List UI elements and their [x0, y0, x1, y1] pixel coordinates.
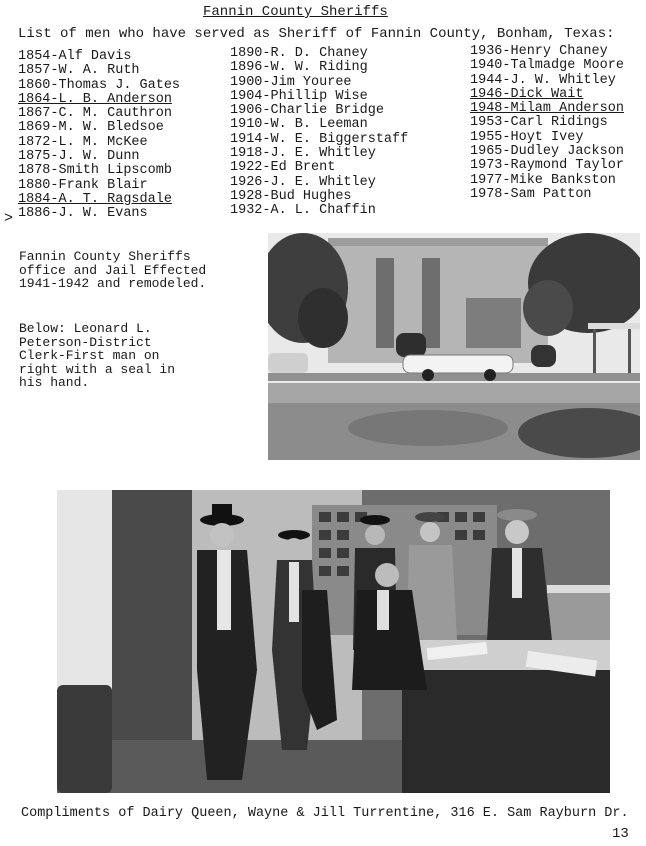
sheriff-entry: 1880-Frank Blair — [18, 177, 148, 193]
sheriff-entry: 1886-J. W. Evans — [18, 206, 148, 222]
sheriff-entry: 1910-W. B. Leeman — [230, 117, 368, 133]
sheriff-entry: 1890-R. D. Chaney — [230, 46, 368, 61]
sheriff-entry: 1872-L. M. McKee — [18, 134, 148, 150]
sheriff-entry: 1977-Mike Bankston — [470, 172, 616, 188]
caption-line: Below: Leonard L. — [19, 321, 152, 336]
sheriff-entry: 1869-M. W. Bledsoe — [18, 120, 164, 136]
sheriff-entry: 1875-J. W. Dunn — [18, 149, 140, 165]
sheriff-entry: 1914-W. E. Biggerstaff — [230, 131, 409, 147]
sheriff-entry: 1867-C. M. Cauthron — [18, 106, 172, 122]
handwritten-arrow-mark: > — [4, 210, 14, 227]
sheriff-entry: 1896-W. W. Riding — [230, 60, 368, 76]
caption-line: Peterson-District — [19, 334, 152, 350]
sheriff-entry: 1932-A. L. Chaffin — [230, 203, 376, 219]
sheriff-entry: 1978-Sam Patton — [470, 186, 592, 202]
sheriff-entry: 1857-W. A. Ruth — [18, 63, 140, 79]
page-title: Fannin County Sheriffs — [203, 4, 388, 20]
sheriff-entry: 1904-Phillip Wise — [230, 88, 368, 104]
caption-line: office and Jail Effected — [19, 262, 207, 278]
sheriff-entry: 1944-J. W. Whitley — [470, 72, 616, 88]
office-caption — [19, 250, 206, 291]
sheriff-entry: 1922-Ed Brent — [230, 160, 336, 176]
sheriff-entry: 1948-Milam Anderson — [470, 101, 624, 117]
sheriff-entry: 1953-Carl Ridings — [470, 115, 608, 131]
caption-line: Fannin County Sheriffs — [19, 249, 191, 264]
sheriff-entry: 1854-Alf Davis — [18, 49, 132, 64]
intro-text: List of men who have served as Sheriff of Fannin County, Bonham, Texas: — [18, 26, 615, 42]
sheriff-column-3 — [470, 45, 624, 202]
sheriff-entry: 1878-Smith Lipscomb — [18, 163, 172, 179]
historic-group-photo — [57, 490, 610, 793]
caption-line: right with a seal in — [19, 361, 176, 377]
sheriff-office-photo — [268, 233, 640, 460]
sheriff-column-2 — [230, 47, 408, 219]
sheriff-entry: 1926-J. E. Whitley — [230, 174, 376, 190]
caption-line: Clerk-First man on — [19, 348, 160, 364]
sheriff-column-1 — [18, 50, 180, 222]
sheriff-entry: 1936-Henry Chaney — [470, 44, 608, 59]
page-number: 13 — [612, 826, 629, 842]
photo-caption — [19, 322, 175, 390]
caption-line: his hand. — [19, 375, 90, 391]
sheriff-entry: 1928-Bud Hughes — [230, 188, 352, 204]
sheriff-entry: 1955-Hoyt Ivey — [470, 129, 584, 145]
sheriff-entry: 1918-J. E. Whitley — [230, 146, 376, 162]
sheriff-entry: 1965-Dudley Jackson — [470, 144, 624, 160]
sheriff-entry: 1900-Jim Youree — [230, 74, 352, 90]
sheriff-entry: 1860-Thomas J. Gates — [18, 77, 181, 93]
sheriff-entry: 1884-A. T. Ragsdale — [18, 191, 172, 207]
sheriff-entry: 1973-Raymond Taylor — [470, 158, 624, 174]
footer-credit: Compliments of Dairy Queen, Wayne & Jill Turrentine, 316 E. Sam Rayburn Dr. — [21, 806, 629, 821]
sheriff-entry: 1906-Charlie Bridge — [230, 103, 384, 119]
sheriff-entry: 1940-Talmadge Moore — [470, 58, 624, 74]
sheriff-entry: 1946-Dick Wait — [470, 86, 584, 102]
caption-line: 1941-1942 and remodeled. — [19, 276, 207, 292]
sheriff-entry: 1864-L. B. Anderson — [18, 91, 172, 107]
